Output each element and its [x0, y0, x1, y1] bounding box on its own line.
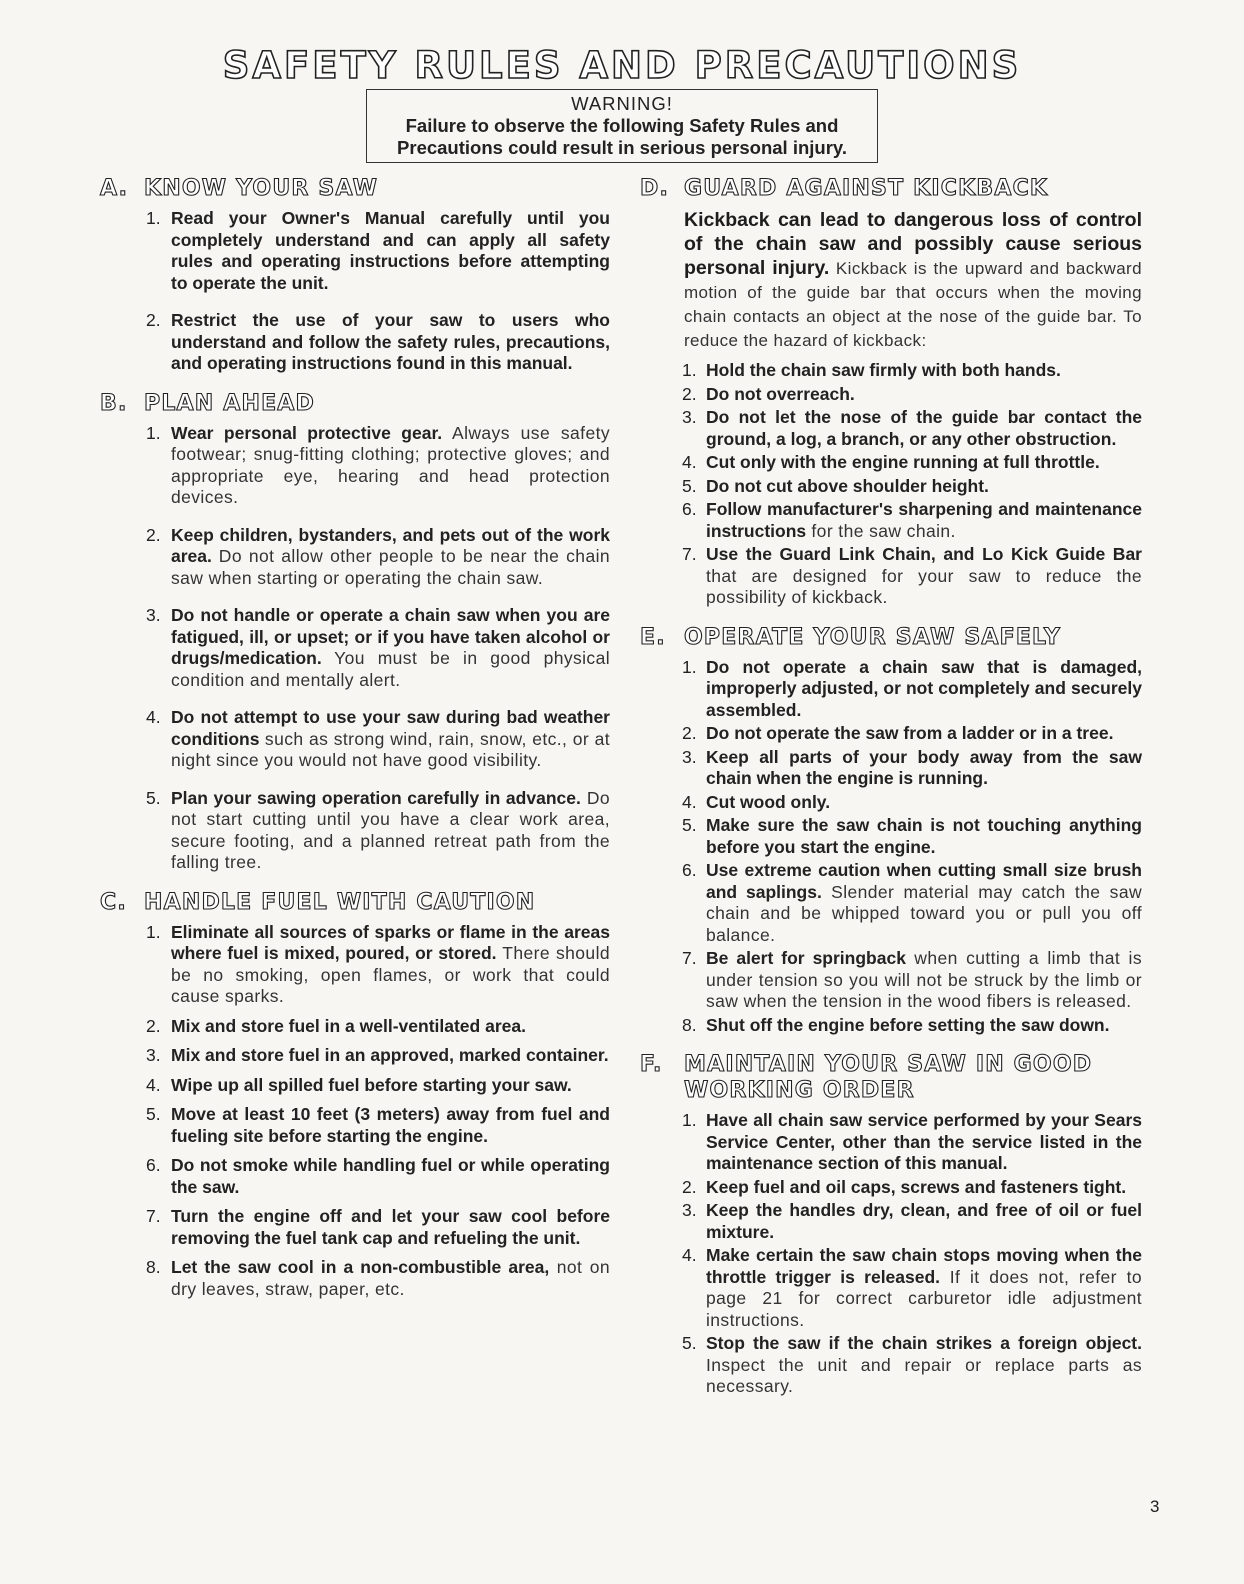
- list-item: [100, 788, 610, 874]
- item-number: 1.: [682, 656, 697, 677]
- item-number: 3.: [682, 407, 697, 427]
- section-a: [100, 176, 610, 375]
- section-heading: [100, 890, 610, 916]
- item-bold-text: Do not operate a chain saw that is damaged, improperly adjusted, or not completely and securely assembled.: [706, 656, 1142, 720]
- item-bold-text: Read your Owner's Manual carefully until you completely understand and can apply all safety rules and operating instructions before attempting to operate the unit.: [171, 208, 610, 293]
- page-title: SAFETY RULES AND PRECAUTIONS: [222, 44, 1022, 87]
- intro-bold: Kickback can lead to dangerous loss of control of the chain saw and possibly cause serious personal injury.: [684, 209, 1142, 279]
- warning-box: [366, 89, 878, 163]
- list-item: [640, 948, 1142, 1013]
- section-title: KNOW YOUR SAW: [144, 176, 379, 201]
- item-bold-text: Do not attempt to use your saw during bad weather conditions: [171, 707, 610, 749]
- item-number: 1.: [682, 360, 697, 380]
- item-number: 5.: [682, 475, 697, 496]
- item-bold-text: Do not cut above shoulder height.: [706, 475, 989, 496]
- section-d-list: [640, 360, 1142, 609]
- item-bold-text: Restrict the use of your saw to users who understand and follow the safety rules, precautions, and operating instructions found in this manual.: [171, 310, 610, 373]
- item-bold-text: Cut wood only.: [706, 791, 831, 812]
- item-bold-text: Use the Guard Link Chain, and Lo Kick Guide Bar: [706, 544, 1142, 564]
- item-light-text: Always use safety footwear; snug-fitting clothing; protective gloves; and appropriate eye, hearing and head protection devices.: [171, 422, 610, 507]
- section-title: GUARD AGAINST KICKBACK: [684, 176, 1049, 201]
- item-number: 1.: [146, 208, 161, 228]
- list-item: [640, 452, 1142, 474]
- section-b-list: [100, 423, 610, 874]
- item-number: 2.: [682, 1176, 697, 1197]
- item-number: 2.: [682, 723, 697, 743]
- item-bold-text: Make sure the saw chain is not touching anything before you start the engine.: [706, 815, 1142, 857]
- item-bold-text: Do not smoke while handling fuel or while operating the saw.: [171, 1155, 610, 1197]
- item-number: 2.: [682, 383, 697, 404]
- section-letter: C.: [100, 889, 127, 915]
- list-item: [640, 723, 1142, 745]
- item-number: 8.: [682, 1014, 697, 1035]
- section-c: [100, 890, 610, 1301]
- item-number: 7.: [146, 1206, 161, 1226]
- section-d-intro: [640, 208, 1142, 352]
- item-number: 5.: [682, 1333, 697, 1353]
- item-number: 3.: [146, 605, 161, 625]
- item-number: 6.: [146, 1155, 161, 1175]
- list-item: [640, 792, 1142, 814]
- list-item: [640, 1015, 1142, 1037]
- section-letter: F.: [640, 1052, 663, 1077]
- list-item: [100, 1155, 610, 1198]
- item-light-text: Do not start cutting until you have a clear work area, secure footing, and a planned retreat path from the falling tree.: [171, 787, 610, 872]
- list-item: [100, 922, 610, 1008]
- item-number: 3.: [682, 746, 697, 767]
- item-number: 4.: [682, 452, 697, 472]
- item-number: 5.: [146, 1104, 161, 1124]
- section-e-list: [640, 657, 1142, 1037]
- item-number: 1.: [146, 422, 161, 443]
- item-light-text: not on dry leaves, straw, paper, etc.: [171, 1257, 610, 1299]
- item-light-text: You must be in good physical condition and mentally alert.: [171, 648, 610, 690]
- list-item: [640, 747, 1142, 790]
- list-item: [640, 360, 1142, 382]
- section-heading: [100, 176, 610, 202]
- section-letter: A.: [100, 176, 129, 201]
- section-letter: E.: [640, 624, 666, 650]
- list-item: [100, 1104, 610, 1147]
- section-d: [640, 176, 1142, 609]
- list-item: [100, 1045, 610, 1067]
- section-title: PLAN AHEAD: [144, 390, 315, 416]
- item-bold-text: Make certain the saw chain stops moving when the throttle trigger is released.: [706, 1245, 1142, 1287]
- item-bold-text: Follow manufacturer's sharpening and maintenance instructions: [706, 499, 1142, 541]
- section-heading: [640, 1052, 1142, 1104]
- item-bold-text: Keep fuel and oil caps, screws and fasteners tight.: [706, 1176, 1127, 1197]
- item-light-text: that are designed for your saw to reduce the possibility of kickback.: [706, 565, 1142, 607]
- section-heading: [100, 391, 610, 417]
- section-f-list: [640, 1110, 1142, 1398]
- item-number: 2.: [146, 524, 161, 545]
- item-number: 2.: [146, 310, 161, 330]
- item-bold-text: Mix and store fuel in an approved, marked container.: [171, 1045, 609, 1065]
- item-light-text: for the saw chain.: [806, 520, 956, 541]
- item-bold-text: Shut off the engine before setting the saw down.: [706, 1014, 1110, 1035]
- item-number: 7.: [682, 948, 697, 968]
- item-light-text: If it does not, refer to page 21 for correct carburetor idle adjustment instructions.: [706, 1266, 1142, 1330]
- list-item: [640, 1110, 1142, 1175]
- item-bold-text: Do not operate the saw from a ladder or in a tree.: [706, 723, 1114, 743]
- section-f: [640, 1052, 1142, 1398]
- item-number: 6.: [682, 860, 697, 880]
- item-number: 3.: [146, 1045, 161, 1065]
- item-bold-text: Let the saw cool in a non-combustible area,: [171, 1257, 550, 1277]
- item-bold-text: Wear personal protective gear.: [171, 422, 443, 443]
- list-item: [100, 310, 610, 375]
- item-bold-text: Do not let the nose of the guide bar contact the ground, a log, a branch, or any other obstruction.: [706, 407, 1142, 449]
- list-item: [640, 476, 1142, 498]
- item-bold-text: Be alert for springback: [706, 948, 906, 968]
- list-item: [100, 1206, 610, 1249]
- item-number: 3.: [682, 1200, 697, 1220]
- item-number: 1.: [146, 921, 161, 942]
- section-heading: [640, 625, 1142, 651]
- list-item: [100, 707, 610, 772]
- item-number: 4.: [682, 791, 697, 812]
- item-light-text: Do not allow other people to be near the chain saw when starting or operating the chain saw.: [171, 546, 610, 588]
- list-item: [640, 657, 1142, 722]
- list-item: [100, 208, 610, 294]
- section-e: [640, 625, 1142, 1037]
- item-number: 7.: [682, 544, 697, 564]
- item-bold-text: Mix and store fuel in a well-ventilated area.: [171, 1015, 526, 1036]
- list-item: [640, 1200, 1142, 1243]
- item-number: 6.: [682, 499, 697, 519]
- page-number: 3: [1150, 1497, 1160, 1516]
- left-column: [100, 176, 610, 1308]
- item-number: 5.: [682, 815, 697, 835]
- item-bold-text: Stop the saw if the chain strikes a foreign object.: [706, 1333, 1142, 1353]
- section-a-list: [100, 208, 610, 375]
- item-number: 2.: [146, 1015, 161, 1036]
- list-item: [640, 407, 1142, 450]
- item-light-text: such as strong wind, rain, snow, etc., or at night since you would not have good visibility.: [171, 728, 610, 770]
- section-letter: D.: [640, 176, 670, 201]
- section-heading: [640, 176, 1142, 202]
- list-item: [640, 1333, 1142, 1398]
- list-item: [100, 1016, 610, 1038]
- item-bold-text: Have all chain saw service performed by your Sears Service Center, other than the service listed in the maintenance section of this manual.: [706, 1110, 1142, 1173]
- list-item: [640, 384, 1142, 406]
- warning-heading: WARNING!: [571, 93, 673, 114]
- item-light-text: Inspect the unit and repair or replace parts as necessary.: [706, 1354, 1142, 1396]
- item-bold-text: Eliminate all sources of sparks or flame in the areas where fuel is mixed, poured, or stored.: [171, 921, 610, 963]
- item-bold-text: Turn the engine off and let your saw cool before removing the fuel tank cap and refueling the unit.: [171, 1206, 610, 1248]
- item-bold-text: Do not overreach.: [706, 383, 855, 404]
- item-bold-text: Move at least 10 feet (3 meters) away from fuel and fueling site before starting the engine.: [171, 1104, 610, 1146]
- list-item: [100, 605, 610, 691]
- list-item: [640, 860, 1142, 946]
- list-item: [100, 423, 610, 509]
- item-bold-text: Keep children, bystanders, and pets out of the work area.: [171, 524, 610, 566]
- warning-line-1: Failure to observe the following Safety Rules and: [405, 115, 839, 136]
- section-b: [100, 391, 610, 874]
- warning-line-2: Precautions could result in serious personal injury.: [397, 137, 847, 158]
- section-title: HANDLE FUEL WITH CAUTION: [144, 889, 536, 915]
- list-item: [100, 525, 610, 590]
- list-item: [640, 1245, 1142, 1331]
- item-light-text: when cutting a limb that is under tension so you will not be struck by the limb or saw when the tension in the wood fibers is released.: [706, 948, 1142, 1011]
- list-item: [640, 1177, 1142, 1199]
- item-bold-text: Hold the chain saw firmly with both hands.: [706, 360, 1061, 380]
- section-letter: B.: [100, 390, 128, 416]
- list-item: [640, 815, 1142, 858]
- item-number: 8.: [146, 1257, 161, 1277]
- item-bold-text: Wipe up all spilled fuel before starting your saw.: [171, 1074, 572, 1095]
- right-column: [640, 176, 1142, 1400]
- item-bold-text: Use extreme caution when cutting small size brush and saplings.: [706, 860, 1142, 902]
- item-number: 4.: [146, 1074, 161, 1095]
- item-number: 4.: [682, 1245, 697, 1265]
- item-number: 1.: [682, 1110, 697, 1130]
- section-c-list: [100, 922, 610, 1301]
- item-light-text: Slender material may catch the saw chain and be whipped toward you or pull you off balance.: [706, 881, 1142, 945]
- section-title: MAINTAIN YOUR SAW IN GOOD WORKING ORDER: [684, 1052, 1093, 1103]
- item-bold-text: Cut only with the engine running at full throttle.: [706, 452, 1100, 472]
- list-item: [100, 1075, 610, 1097]
- item-bold-text: Plan your sawing operation carefully in advance.: [171, 787, 581, 808]
- item-number: 5.: [146, 787, 161, 808]
- item-number: 4.: [146, 707, 161, 727]
- intro-light: Kickback is the upward and backward motion of the guide bar that occurs when the moving chain contacts an object at the nose of the guide bar. To reduce the hazard of kickback:: [684, 259, 1142, 350]
- item-bold-text: Keep all parts of your body away from the saw chain when the engine is running.: [706, 746, 1142, 788]
- list-item: [100, 1257, 610, 1300]
- list-item: [640, 544, 1142, 609]
- item-bold-text: Keep the handles dry, clean, and free of oil or fuel mixture.: [706, 1200, 1142, 1242]
- item-bold-text: Do not handle or operate a chain saw when you are fatigued, ill, or upset; or if you have taken alcohol or drugs/medication.: [171, 605, 610, 668]
- list-item: [640, 499, 1142, 542]
- section-title: OPERATE YOUR SAW SAFELY: [684, 624, 1061, 650]
- item-light-text: There should be no smoking, open flames, or work that could cause sparks.: [171, 943, 610, 1006]
